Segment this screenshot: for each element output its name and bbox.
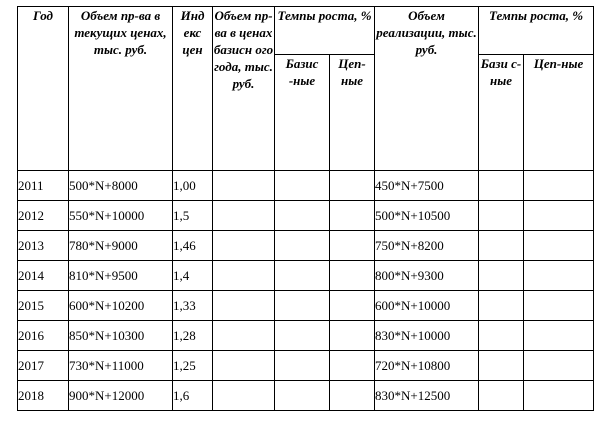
header-year: Год [18, 7, 69, 171]
price-index-cell: 1,6 [173, 381, 213, 411]
growth-basic-output-cell [275, 381, 330, 411]
table-row [18, 231, 594, 261]
sales-volume-cell: 830*N+12500 [375, 381, 479, 411]
growth-chain-sales-cell [524, 291, 594, 321]
growth-basic-sales-cell [479, 351, 524, 381]
output-current-cell: 850*N+10300 [69, 321, 173, 351]
sales-volume-cell: 830*N+10000 [375, 321, 479, 351]
output-base-cell [213, 171, 275, 201]
header-growth-rates-sales: Темпы роста, % [479, 7, 594, 55]
output-current-cell: 600*N+10200 [69, 291, 173, 321]
header-sales-volume: Объем реализации, тыс. руб. [375, 7, 479, 171]
output-current-cell: 900*N+12000 [69, 381, 173, 411]
growth-chain-sales-cell [524, 261, 594, 291]
growth-basic-sales-cell [479, 321, 524, 351]
year-cell: 2018 [18, 381, 69, 411]
year-cell: 2016 [18, 321, 69, 351]
year-cell: 2013 [18, 231, 69, 261]
growth-basic-sales-cell [479, 291, 524, 321]
growth-chain-output-cell [330, 351, 375, 381]
sales-volume-cell: 450*N+7500 [375, 171, 479, 201]
subheader-chain-sales: Цеп-ные [524, 55, 594, 171]
header-row [18, 7, 594, 55]
growth-basic-sales-cell [479, 201, 524, 231]
growth-chain-sales-cell [524, 231, 594, 261]
growth-basic-output-cell [275, 261, 330, 291]
table-row [18, 321, 594, 351]
growth-chain-sales-cell [524, 321, 594, 351]
table-row [18, 381, 594, 411]
table-row [18, 351, 594, 381]
growth-chain-output-cell [330, 261, 375, 291]
output-base-cell [213, 351, 275, 381]
output-base-cell [213, 291, 275, 321]
growth-chain-output-cell [330, 201, 375, 231]
table-body [18, 7, 594, 411]
year-cell: 2014 [18, 261, 69, 291]
output-current-cell: 780*N+9000 [69, 231, 173, 261]
growth-chain-output-cell [330, 291, 375, 321]
subheader-basic-sales: Бази с-ные [479, 55, 524, 171]
growth-basic-output-cell [275, 321, 330, 351]
growth-chain-sales-cell [524, 351, 594, 381]
price-index-cell: 1,46 [173, 231, 213, 261]
growth-basic-output-cell [275, 351, 330, 381]
growth-chain-sales-cell [524, 171, 594, 201]
output-base-cell [213, 201, 275, 231]
header-output-current-prices: Объем пр-ва в текущих ценах, тыс. руб. [69, 7, 173, 171]
sales-volume-cell: 500*N+10500 [375, 201, 479, 231]
output-base-cell [213, 381, 275, 411]
growth-chain-sales-cell [524, 381, 594, 411]
price-index-cell: 1,00 [173, 171, 213, 201]
output-current-cell: 500*N+8000 [69, 171, 173, 201]
growth-basic-output-cell [275, 171, 330, 201]
growth-basic-sales-cell [479, 261, 524, 291]
price-index-cell: 1,28 [173, 321, 213, 351]
sales-volume-cell: 720*N+10800 [375, 351, 479, 381]
price-index-cell: 1,33 [173, 291, 213, 321]
year-cell: 2017 [18, 351, 69, 381]
growth-basic-output-cell [275, 291, 330, 321]
output-current-cell: 550*N+10000 [69, 201, 173, 231]
price-index-cell: 1,25 [173, 351, 213, 381]
subheader-chain-output: Цеп-ные [330, 55, 375, 171]
sales-volume-cell: 800*N+9300 [375, 261, 479, 291]
table-row [18, 291, 594, 321]
table-row [18, 261, 594, 291]
table-row [18, 171, 594, 201]
header-price-index: Инд екс цен [173, 7, 213, 171]
output-current-cell: 730*N+11000 [69, 351, 173, 381]
output-base-cell [213, 231, 275, 261]
year-cell: 2015 [18, 291, 69, 321]
sales-volume-cell: 600*N+10000 [375, 291, 479, 321]
growth-basic-output-cell [275, 201, 330, 231]
price-index-cell: 1,5 [173, 201, 213, 231]
growth-chain-output-cell [330, 231, 375, 261]
growth-chain-output-cell [330, 321, 375, 351]
growth-chain-output-cell [330, 381, 375, 411]
header-output-base-prices: Объем пр-ва в ценах базисн ого года, тыс. руб. [213, 7, 275, 171]
year-cell: 2011 [18, 171, 69, 201]
table-row [18, 201, 594, 231]
production-table [17, 6, 594, 411]
growth-basic-sales-cell [479, 231, 524, 261]
growth-basic-sales-cell [479, 171, 524, 201]
growth-chain-sales-cell [524, 201, 594, 231]
growth-basic-sales-cell [479, 381, 524, 411]
growth-chain-output-cell [330, 171, 375, 201]
output-base-cell [213, 261, 275, 291]
output-base-cell [213, 321, 275, 351]
year-cell: 2012 [18, 201, 69, 231]
header-growth-rates-output: Темпы роста, % [275, 7, 375, 55]
output-current-cell: 810*N+9500 [69, 261, 173, 291]
price-index-cell: 1,4 [173, 261, 213, 291]
sales-volume-cell: 750*N+8200 [375, 231, 479, 261]
subheader-basic-output: Базис -ные [275, 55, 330, 171]
growth-basic-output-cell [275, 231, 330, 261]
